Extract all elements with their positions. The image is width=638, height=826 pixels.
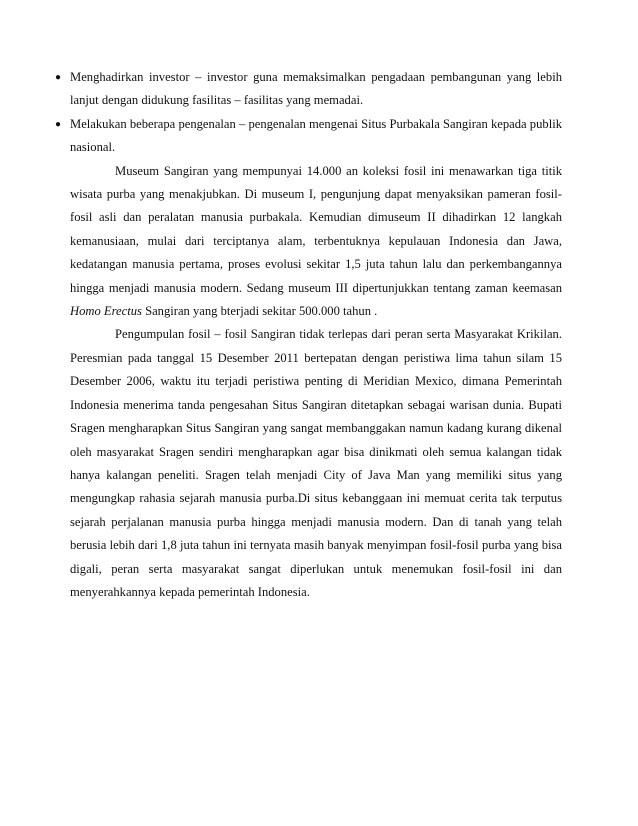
bullet-item-introduction [55,113,562,160]
bullet-text-investors: Menghadirkan investor – investor guna memaksimalkan pengadaan pembangunan yang lebih lanjut dengan didukung fasilitas – fasilitas yang memadai. [70,70,562,108]
bullet-marker-icon: ● [55,72,62,83]
italic-homo-erectus: Homo Erectus [70,304,142,319]
bullet-text-introduction: Melakukan beberapa pengenalan – pengenalan mengenai Situs Purbakala Sangiran kepada publik nasional. [70,116,562,155]
paragraph-fosil-text: Pengumpulan fosil – fosil Sangiran tidak terlepas dari peran serta Masyarakat Krikilan. Peresmian pada tanggal 15 Desember 2011 bertepatan dengan peristiwa lima tahun silam 15 Desember 2006, waktu itu terjadi peristiwa penting di Meridian Mexico, dimana Pemerintah Indonesia menerima tanda pengesahan Situs Sangiran ditetapkan sebagai warisan dunia. Bupati Sragen mengharapkan Situs Sangiran yang sangat membanggakan namun kadang kurang dikenal oleh masyarakat Sragen sendiri mengharapkan agar bisa dinikmati oleh semua kalangan tidak hanya kalangan peneliti. Sragen telah menjadi City of Java Man yang memiliki situs yang mengungkap rahasia sejarah manusia purba.Di situs kebanggaan ini memuat cerita tak terputus sejarah perjalanan manusia purba hingga menjadi manusia modern. Dan di tanah yang telah berusia lebih dari 1,8 juta tahun ini ternyata masih banyak menyimpan fosil-fosil purba yang bisa digali, peran serta masyarakat sangat diperlukan untuk menemukan fosil-fosil ini dan menyerahkannya kepada pemerintah Indonesia. [70,327,562,599]
paragraph-museum-sangiran [70,160,562,324]
paragraph-museum-text-end: Sangiran yang bterjadi sekitar 500.000 tahun . [141,304,378,319]
bullet-item-investors [55,66,562,113]
document-body [55,66,562,604]
bullet-marker-icon: ● [55,118,62,130]
paragraph-museum-text-start: Museum Sangiran yang mempunyai 14.000 an koleksi fosil ini menawarkan tiga titik wisata purba yang menakjubkan. Di museum I, pengunjung dapat menyaksikan pameran fosil-fosil asli dan peralatan manusia purbakala. Kemudian dimuseum II dihadirkan 12 langkah kemanusiaan, mulai dari terciptanya alam, terbentuknya kepulauan Indonesia dan Jawa, kedatangan manusia pertama, proses evolusi sekitar 1,5 juta tahun lalu dan perkembangannya hingga menjadi manusia modern. Sedang museum III dipertunjukkan tentang zaman keemasan [70,163,562,295]
paragraph-pengumpulan-fosil [70,323,562,604]
